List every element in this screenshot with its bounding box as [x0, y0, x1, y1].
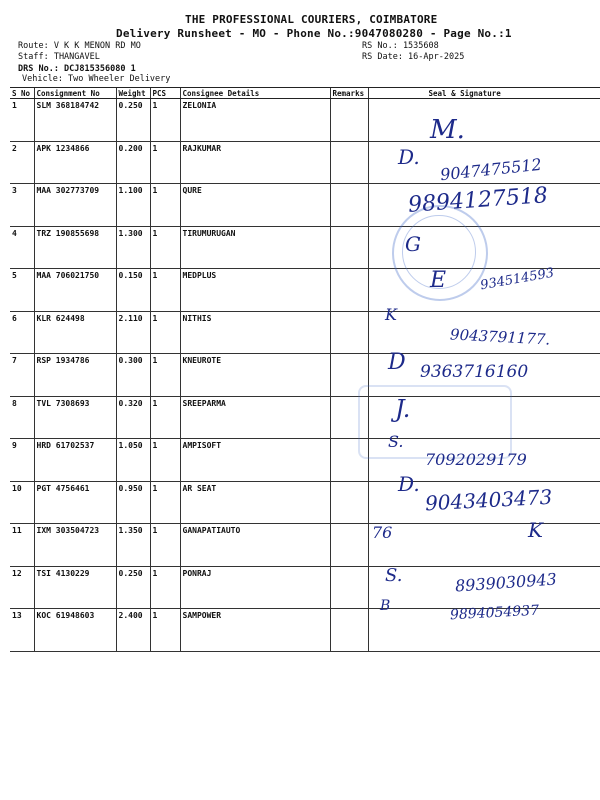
- row-signature: [368, 99, 600, 142]
- handwritten-phone: 934514593: [479, 265, 556, 294]
- signature-mark: K: [528, 518, 543, 542]
- col-header-consignee: Consignee Details: [180, 88, 330, 99]
- row-consignee: AR SEAT: [180, 481, 330, 524]
- signature-mark: K: [385, 305, 397, 324]
- row-weight: 0.250: [116, 566, 150, 609]
- col-header-signature: Seal & Signature: [368, 88, 600, 99]
- rs-date-text: RS Date: 16-Apr-2025: [362, 52, 465, 62]
- row-consignment-no: PGT 4756461: [34, 481, 116, 524]
- row-sno: 9: [10, 439, 34, 482]
- runsheet-subtitle: Delivery Runsheet - MO - Phone No.:9047080280 - Page No.:1: [116, 27, 512, 40]
- route-text: Route: V K K MENON RD MO: [18, 41, 141, 51]
- row-weight: 2.400: [116, 609, 150, 652]
- row-remarks: [330, 141, 368, 184]
- row-remarks: [330, 311, 368, 354]
- row-sno: 10: [10, 481, 34, 524]
- row-pcs: 1: [150, 481, 180, 524]
- row-weight: 0.950: [116, 481, 150, 524]
- row-consignment-no: IXM 303504723: [34, 524, 116, 567]
- signature-mark: J.: [395, 395, 411, 423]
- row-pcs: 1: [150, 524, 180, 567]
- row-weight: 0.320: [116, 396, 150, 439]
- row-weight: 1.050: [116, 439, 150, 482]
- row-consignee: MEDPLUS: [180, 269, 330, 312]
- signature-mark: S.: [385, 565, 403, 586]
- row-consignee: KNEUROTE: [180, 354, 330, 397]
- row-weight: 0.150: [116, 269, 150, 312]
- row-remarks: [330, 99, 368, 142]
- row-consignee: PONRAJ: [180, 566, 330, 609]
- table-row: [10, 99, 600, 142]
- row-sno: 8: [10, 396, 34, 439]
- row-pcs: 1: [150, 184, 180, 227]
- row-pcs: 1: [150, 609, 180, 652]
- staff-text: Staff: THANGAVEL: [18, 52, 100, 62]
- signature-mark: S.: [388, 432, 404, 451]
- row-sno: 7: [10, 354, 34, 397]
- handwritten-phone: 9043791177.: [449, 325, 551, 349]
- rs-no-text: RS No.: 1535608: [362, 41, 439, 51]
- row-weight: 0.200: [116, 141, 150, 184]
- row-sno: 5: [10, 269, 34, 312]
- row-consignment-no: KOC 61948603: [34, 609, 116, 652]
- row-consignment-no: TSI 4130229: [34, 566, 116, 609]
- row-sno: 2: [10, 141, 34, 184]
- row-consignee: AMPISOFT: [180, 439, 330, 482]
- table-row: [10, 226, 600, 269]
- handwritten-phone: 9894054937: [449, 602, 540, 624]
- row-weight: 2.110: [116, 311, 150, 354]
- row-remarks: [330, 184, 368, 227]
- row-sno: 12: [10, 566, 34, 609]
- row-pcs: 1: [150, 354, 180, 397]
- row-consignee: SAMPOWER: [180, 609, 330, 652]
- signature-mark: M.: [430, 115, 465, 145]
- row-consignment-no: TVL 7308693: [34, 396, 116, 439]
- row-pcs: 1: [150, 269, 180, 312]
- row-consignment-no: MAA 302773709: [34, 184, 116, 227]
- col-header-sno: S No: [10, 88, 34, 99]
- row-consignment-no: HRD 61702537: [34, 439, 116, 482]
- table-header-row: [10, 88, 600, 99]
- row-pcs: 1: [150, 141, 180, 184]
- col-header-consignment: Consignment No: [34, 88, 116, 99]
- handwritten-phone: 9894127518: [407, 183, 549, 218]
- row-remarks: [330, 609, 368, 652]
- vehicle-text: Vehicle: Two Wheeler Delivery: [22, 74, 171, 84]
- signature-mark: E: [430, 268, 447, 293]
- row-sno: 3: [10, 184, 34, 227]
- handwritten-phone: 9043403473: [424, 484, 553, 516]
- row-sno: 4: [10, 226, 34, 269]
- row-pcs: 1: [150, 566, 180, 609]
- row-pcs: 1: [150, 439, 180, 482]
- row-weight: 1.100: [116, 184, 150, 227]
- row-consignment-no: SLM 368184742: [34, 99, 116, 142]
- row-sno: 6: [10, 311, 34, 354]
- row-weight: 0.250: [116, 99, 150, 142]
- row-pcs: 1: [150, 396, 180, 439]
- row-remarks: [330, 524, 368, 567]
- row-remarks: [330, 566, 368, 609]
- row-sno: 1: [10, 99, 34, 142]
- signature-mark: D.: [398, 145, 420, 169]
- signature-mark: B: [380, 598, 391, 614]
- handwritten-note: 76: [372, 523, 393, 542]
- drs-text: DRS No.: DCJ815356080 1: [18, 64, 136, 74]
- table-row: [10, 524, 600, 567]
- row-consignee: ZELONIA: [180, 99, 330, 142]
- row-remarks: [330, 269, 368, 312]
- row-consignee: NITHIS: [180, 311, 330, 354]
- signature-mark: D.: [398, 472, 420, 496]
- handwritten-phone: 8939030943: [454, 569, 558, 596]
- row-remarks: [330, 226, 368, 269]
- row-sno: 11: [10, 524, 34, 567]
- company-title: THE PROFESSIONAL COURIERS, COIMBATORE: [185, 13, 438, 26]
- row-sno: 13: [10, 609, 34, 652]
- seal-stamp: [358, 385, 512, 459]
- handwritten-phone: 9047475512: [439, 154, 543, 185]
- col-header-pcs: PCS: [150, 88, 180, 99]
- row-remarks: [330, 481, 368, 524]
- row-signature: [368, 524, 600, 567]
- row-consignment-no: RSP 1934786: [34, 354, 116, 397]
- row-pcs: 1: [150, 226, 180, 269]
- row-consignment-no: KLR 624498: [34, 311, 116, 354]
- row-consignee: TIRUMURUGAN: [180, 226, 330, 269]
- handwritten-phone: 7092029179: [425, 450, 527, 469]
- row-consignment-no: APK 1234866: [34, 141, 116, 184]
- col-header-weight: Weight: [116, 88, 150, 99]
- handwritten-phone: 9363716160: [420, 362, 529, 382]
- row-pcs: 1: [150, 99, 180, 142]
- row-consignee: QURE: [180, 184, 330, 227]
- row-consignment-no: MAA 706021750: [34, 269, 116, 312]
- row-consignment-no: TRZ 190855698: [34, 226, 116, 269]
- row-consignee: RAJKUMAR: [180, 141, 330, 184]
- row-weight: 0.300: [116, 354, 150, 397]
- row-consignee: GANAPATIAUTO: [180, 524, 330, 567]
- signature-mark: G: [405, 232, 421, 256]
- signature-mark: D: [388, 350, 406, 375]
- row-consignee: SREEPARMA: [180, 396, 330, 439]
- col-header-remarks: Remarks: [330, 88, 368, 99]
- row-weight: 1.300: [116, 226, 150, 269]
- row-weight: 1.350: [116, 524, 150, 567]
- row-pcs: 1: [150, 311, 180, 354]
